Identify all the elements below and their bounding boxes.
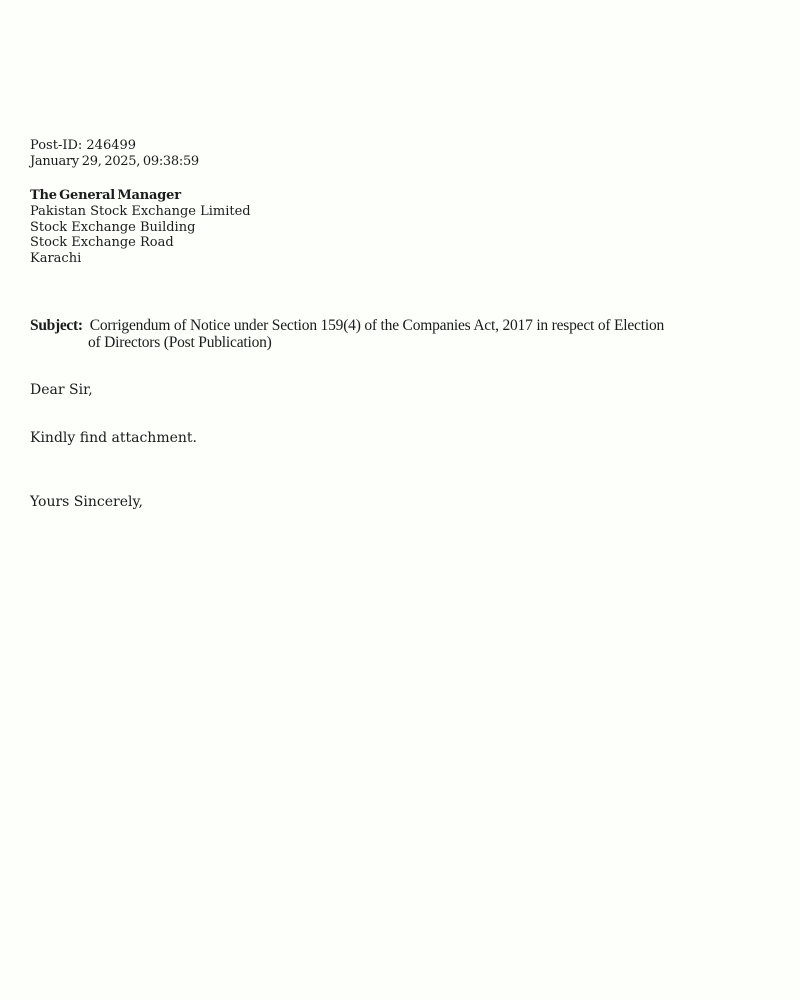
subject-text-line1: Corrigendum of Notice under Section 159(4) of the Companies Act, 2017 in respect of Election [89,317,665,334]
subject-text-line2: of Directors (Post Publication) [88,334,272,351]
closing: Yours Sincerely, [30,494,143,510]
post-id-line: Post-ID: 246499 [30,138,137,153]
recipient-line-road: Stock Exchange Road [30,235,174,251]
body-text: Kindly find attachment. [30,430,197,446]
salutation: Dear Sir, [30,382,93,398]
datetime-line: January 29, 2025, 09:38:59 [30,154,199,169]
subject-block [30,317,730,351]
recipient-line-company: Pakistan Stock Exchange Limited [30,203,251,219]
recipient-title: The General Manager [30,188,181,203]
letter-meta [30,138,199,170]
recipient-line-city: Karachi [30,251,82,267]
recipient-line-building: Stock Exchange Building [30,219,196,235]
subject-label: Subject: [30,317,83,334]
recipient-block [30,188,251,267]
